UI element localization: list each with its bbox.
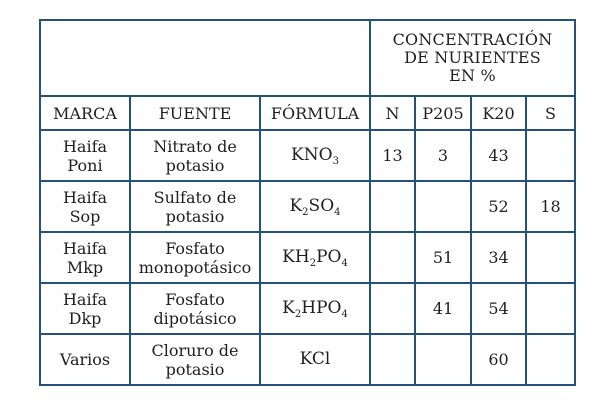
marca-cell-line: Poni xyxy=(67,155,103,175)
p205-value-cell: 41 xyxy=(415,283,471,334)
table-row xyxy=(40,130,575,181)
fuente-cell-line: Cloruro de xyxy=(151,340,239,360)
fuente-cell-line: potasio xyxy=(165,155,225,175)
col-header-k20: K20 xyxy=(471,96,526,130)
formula-text: SO xyxy=(308,196,335,216)
s-value-cell xyxy=(526,232,575,283)
fuente-cell-line: Fosfato xyxy=(165,238,225,258)
marca-cell-line: Haifa xyxy=(62,136,108,156)
marca-cell xyxy=(40,130,130,181)
marca-cell-line: Dkp xyxy=(68,308,102,328)
fuente-cell-line: monopotásico xyxy=(138,257,252,277)
formula-text: KCl xyxy=(299,349,331,369)
formula-text: KH xyxy=(282,247,310,267)
p205-value-cell xyxy=(415,334,471,385)
k20-value-cell: 60 xyxy=(471,334,526,385)
col-header-s: S xyxy=(526,96,575,130)
fuente-cell-line: Sulfato de xyxy=(153,187,237,207)
formula-text: KNO xyxy=(291,145,333,165)
p205-value-cell: 3 xyxy=(415,130,471,181)
formula-subscript: 2 xyxy=(302,207,309,218)
marca-cell-line: Haifa xyxy=(62,289,108,309)
formula-subscript: 2 xyxy=(309,258,317,269)
n-value-cell xyxy=(370,283,415,334)
p205-value-cell xyxy=(415,181,471,232)
col-header-p205: P205 xyxy=(415,96,471,130)
fuente-cell xyxy=(130,181,260,232)
formula-subscript: 4 xyxy=(334,207,341,218)
formula-cell xyxy=(260,232,370,283)
fuente-cell-line: Nitrato de xyxy=(153,136,237,156)
n-value-cell xyxy=(370,334,415,385)
n-value-cell xyxy=(370,232,415,283)
formula-cell xyxy=(260,130,370,181)
k20-value-cell: 52 xyxy=(471,181,526,232)
formula-text: HPO xyxy=(301,298,342,318)
fuente-cell-line: Fosfato xyxy=(165,289,225,309)
formula-text: K xyxy=(289,196,303,216)
p205-value-cell: 51 xyxy=(415,232,471,283)
marca-cell xyxy=(40,232,130,283)
s-value-cell xyxy=(526,130,575,181)
formula-text: PO xyxy=(316,247,342,267)
col-header-formula: FÓRMULA xyxy=(260,96,370,130)
fuente-cell-line: potasio xyxy=(165,206,225,226)
table-row xyxy=(40,334,575,385)
concentration-header-line-2: DE NURIENTES xyxy=(404,48,541,67)
concentration-header-line-1: CONCENTRACIÓN xyxy=(392,30,553,49)
formula-cell xyxy=(260,334,370,385)
formula-subscript: 3 xyxy=(332,156,339,167)
fertilizer-table xyxy=(39,19,576,386)
s-value-cell: 18 xyxy=(526,181,575,232)
marca-cell-line: Haifa xyxy=(62,187,108,207)
k20-value-cell: 54 xyxy=(471,283,526,334)
fuente-cell xyxy=(130,283,260,334)
fuente-cell xyxy=(130,232,260,283)
marca-cell-line: Mkp xyxy=(66,257,104,277)
s-value-cell xyxy=(526,283,575,334)
n-value-cell xyxy=(370,181,415,232)
col-header-marca: MARCA xyxy=(40,96,130,130)
table-row xyxy=(40,181,575,232)
formula-subscript: 4 xyxy=(341,258,348,269)
formula-subscript: 4 xyxy=(341,309,348,320)
col-header-fuente: FUENTE xyxy=(130,96,260,130)
top-left-blank-cell xyxy=(40,20,370,96)
marca-cell xyxy=(40,181,130,232)
s-value-cell xyxy=(526,334,575,385)
marca-cell-line: Varios xyxy=(59,350,111,369)
concentration-header xyxy=(370,20,575,96)
col-header-n: N xyxy=(370,96,415,130)
concentration-header-line-3: EN % xyxy=(449,66,496,85)
formula-subscript: 2 xyxy=(294,309,302,320)
marca-cell-line: Haifa xyxy=(62,238,108,258)
fuente-cell xyxy=(130,130,260,181)
fuente-cell-line: dipotásico xyxy=(153,308,237,328)
marca-cell xyxy=(40,334,130,385)
fuente-cell-line: potasio xyxy=(165,359,225,379)
n-value-cell: 13 xyxy=(370,130,415,181)
table-row xyxy=(40,232,575,283)
formula-cell xyxy=(260,283,370,334)
table-row xyxy=(40,283,575,334)
k20-value-cell: 34 xyxy=(471,232,526,283)
k20-value-cell: 43 xyxy=(471,130,526,181)
marca-cell-line: Sop xyxy=(69,206,101,226)
marca-cell xyxy=(40,283,130,334)
formula-cell xyxy=(260,181,370,232)
formula-text: K xyxy=(282,298,295,318)
fuente-cell xyxy=(130,334,260,385)
